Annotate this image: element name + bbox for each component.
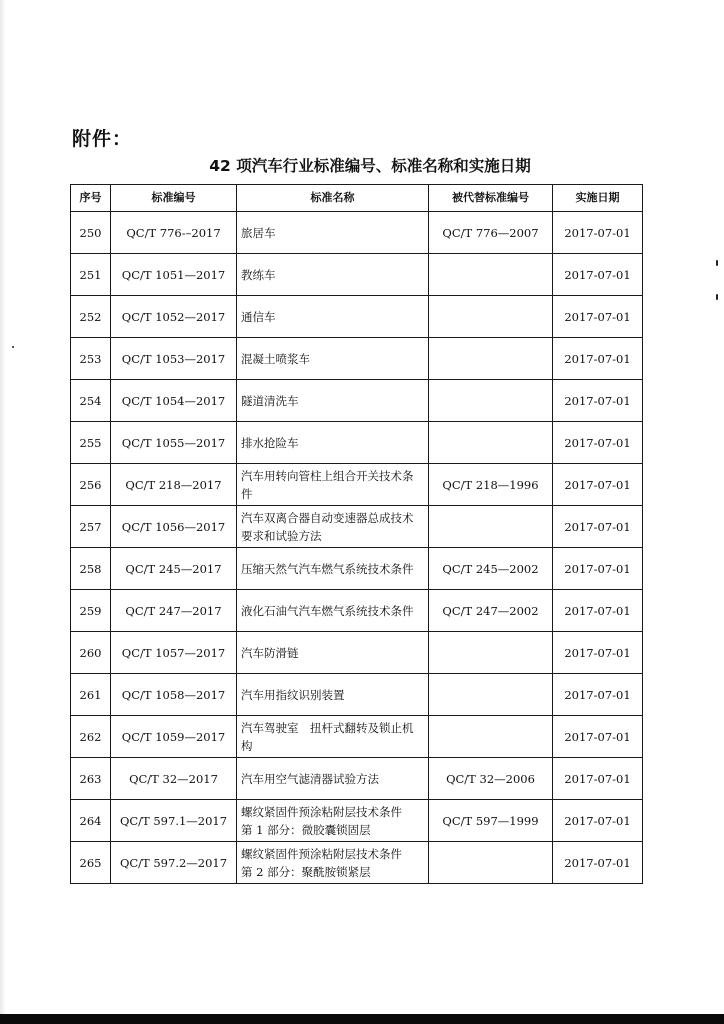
table-row <box>71 716 643 758</box>
cell-replaced <box>429 338 553 380</box>
header-seq: 序号 <box>71 185 111 212</box>
table-row <box>71 590 643 632</box>
cell-name: 螺纹紧固件预涂粘附层技术条件 第 2 部分：聚酰胺锁紧层 <box>237 842 429 884</box>
cell-date: 2017-07-01 <box>553 632 643 674</box>
table-row <box>71 464 643 506</box>
cell-number: QC/T 1058—2017 <box>111 674 237 716</box>
table-row <box>71 632 643 674</box>
scan-bottom-border <box>0 1014 724 1024</box>
table-row <box>71 254 643 296</box>
cell-seq: 253 <box>71 338 111 380</box>
cell-name: 排水抢险车 <box>237 422 429 464</box>
cell-replaced <box>429 842 553 884</box>
cell-number: QC/T 776-–2017 <box>111 212 237 254</box>
cell-date: 2017-07-01 <box>553 758 643 800</box>
cell-number: QC/T 597.2—2017 <box>111 842 237 884</box>
cell-replaced <box>429 296 553 338</box>
cell-name: 旅居车 <box>237 212 429 254</box>
cell-seq: 250 <box>71 212 111 254</box>
cell-name: 汽车用转向管柱上组合开关技术条件 <box>237 464 429 506</box>
table-row <box>71 674 643 716</box>
cell-replaced <box>429 254 553 296</box>
cell-seq: 257 <box>71 506 111 548</box>
cell-name: 汽车用空气滤清器试验方法 <box>237 758 429 800</box>
table-row <box>71 296 643 338</box>
cell-seq: 255 <box>71 422 111 464</box>
cell-number: QC/T 1052—2017 <box>111 296 237 338</box>
cell-name: 汽车防滑链 <box>237 632 429 674</box>
table-row <box>71 548 643 590</box>
header-replaced: 被代替标准编号 <box>429 185 553 212</box>
cell-replaced <box>429 716 553 758</box>
cell-name: 汽车用指纹识别装置 <box>237 674 429 716</box>
scan-speck <box>12 346 14 348</box>
table-row <box>71 380 643 422</box>
table-row <box>71 422 643 464</box>
cell-seq: 265 <box>71 842 111 884</box>
cell-date: 2017-07-01 <box>553 590 643 632</box>
cell-date: 2017-07-01 <box>553 842 643 884</box>
cell-date: 2017-07-01 <box>553 506 643 548</box>
cell-name: 教练车 <box>237 254 429 296</box>
cell-number: QC/T 597.1—2017 <box>111 800 237 842</box>
table-header-row <box>71 185 643 212</box>
header-date: 实施日期 <box>553 185 643 212</box>
cell-seq: 251 <box>71 254 111 296</box>
cell-replaced: QC/T 218—1996 <box>429 464 553 506</box>
cell-number: QC/T 1059—2017 <box>111 716 237 758</box>
cell-date: 2017-07-01 <box>553 464 643 506</box>
cell-date: 2017-07-01 <box>553 548 643 590</box>
cell-seq: 254 <box>71 380 111 422</box>
attachment-label: 附件： <box>72 128 133 150</box>
cell-seq: 261 <box>71 674 111 716</box>
cell-name: 螺纹紧固件预涂粘附层技术条件 第 1 部分：微胶囊锁固层 <box>237 800 429 842</box>
scan-left-edge <box>0 0 6 1024</box>
cell-seq: 262 <box>71 716 111 758</box>
cell-number: QC/T 1056—2017 <box>111 506 237 548</box>
table-row <box>71 800 643 842</box>
cell-date: 2017-07-01 <box>553 674 643 716</box>
cell-number: QC/T 245—2017 <box>111 548 237 590</box>
cell-number: QC/T 1055—2017 <box>111 422 237 464</box>
cell-name: 混凝土喷浆车 <box>237 338 429 380</box>
cell-date: 2017-07-01 <box>553 212 643 254</box>
cell-number: QC/T 247—2017 <box>111 590 237 632</box>
cell-replaced <box>429 632 553 674</box>
cell-seq: 258 <box>71 548 111 590</box>
cell-seq: 264 <box>71 800 111 842</box>
cell-replaced: QC/T 597—1999 <box>429 800 553 842</box>
cell-number: QC/T 1053—2017 <box>111 338 237 380</box>
cell-replaced <box>429 380 553 422</box>
cell-name: 隧道清洗车 <box>237 380 429 422</box>
cell-seq: 260 <box>71 632 111 674</box>
cell-name: 通信车 <box>237 296 429 338</box>
document-title: 42 项汽车行业标准编号、标准名称和实施日期 <box>209 157 531 175</box>
cell-seq: 263 <box>71 758 111 800</box>
cell-seq: 252 <box>71 296 111 338</box>
cell-date: 2017-07-01 <box>553 716 643 758</box>
cell-date: 2017-07-01 <box>553 800 643 842</box>
table-row <box>71 506 643 548</box>
cell-replaced <box>429 422 553 464</box>
cell-replaced: QC/T 776—2007 <box>429 212 553 254</box>
cell-date: 2017-07-01 <box>553 338 643 380</box>
cell-name: 汽车驾驶室 扭杆式翻转及锁止机构 <box>237 716 429 758</box>
cell-number: QC/T 32—2017 <box>111 758 237 800</box>
cell-replaced: QC/T 245—2002 <box>429 548 553 590</box>
cell-replaced: QC/T 247—2002 <box>429 590 553 632</box>
cell-name: 液化石油气汽车燃气系统技术条件 <box>237 590 429 632</box>
table-row <box>71 338 643 380</box>
scan-speck <box>716 294 718 300</box>
cell-replaced: QC/T 32—2006 <box>429 758 553 800</box>
cell-name: 汽车双离合器自动变速器总成技术要求和试验方法 <box>237 506 429 548</box>
cell-seq: 256 <box>71 464 111 506</box>
cell-number: QC/T 1054—2017 <box>111 380 237 422</box>
table-row <box>71 212 643 254</box>
cell-number: QC/T 1051—2017 <box>111 254 237 296</box>
cell-date: 2017-07-01 <box>553 422 643 464</box>
cell-date: 2017-07-01 <box>553 380 643 422</box>
table-row <box>71 758 643 800</box>
standards-table <box>70 184 643 884</box>
cell-number: QC/T 218—2017 <box>111 464 237 506</box>
cell-seq: 259 <box>71 590 111 632</box>
cell-name: 压缩天然气汽车燃气系统技术条件 <box>237 548 429 590</box>
header-name: 标准名称 <box>237 185 429 212</box>
scan-speck <box>716 260 718 266</box>
cell-date: 2017-07-01 <box>553 296 643 338</box>
cell-replaced <box>429 506 553 548</box>
table-row <box>71 842 643 884</box>
header-number: 标准编号 <box>111 185 237 212</box>
cell-date: 2017-07-01 <box>553 254 643 296</box>
cell-replaced <box>429 674 553 716</box>
cell-number: QC/T 1057—2017 <box>111 632 237 674</box>
